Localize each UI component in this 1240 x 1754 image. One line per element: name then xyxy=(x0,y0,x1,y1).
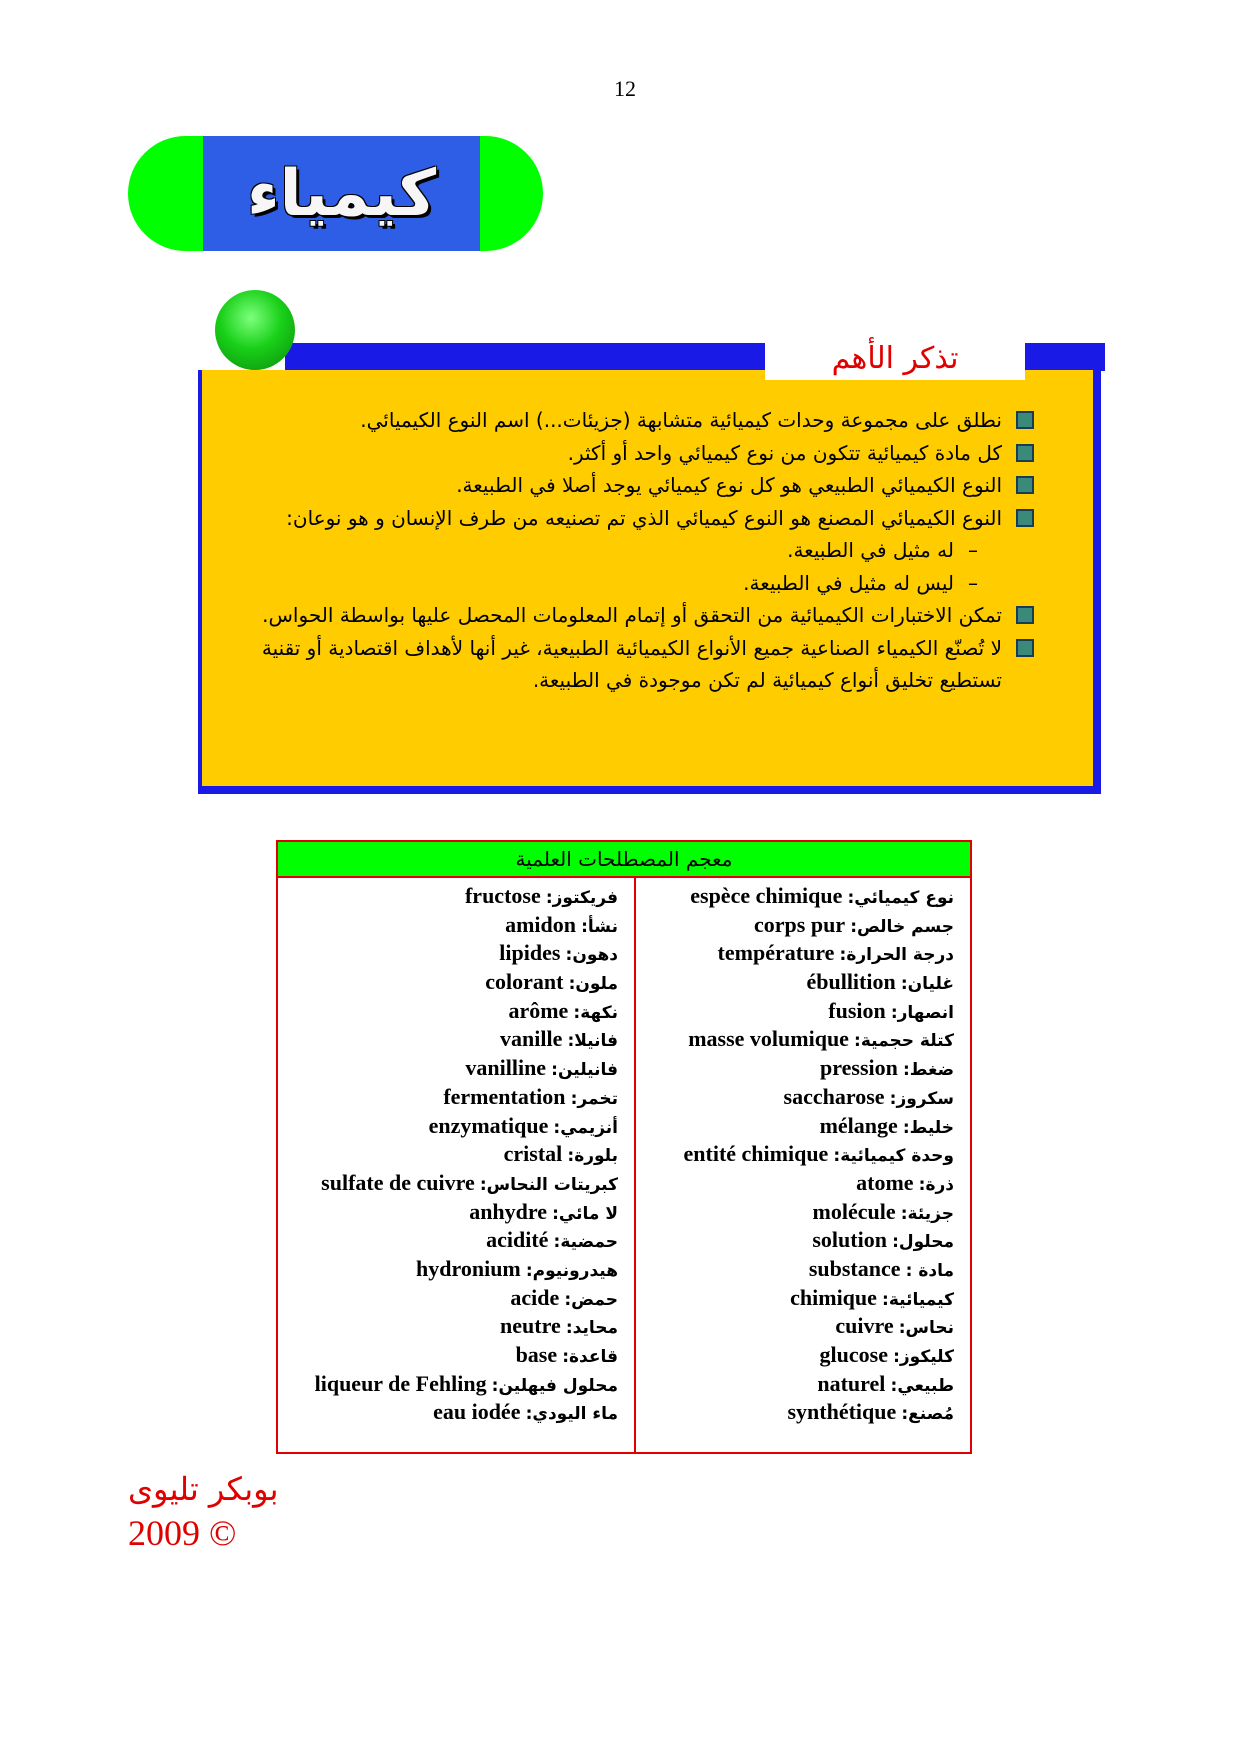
vocabulary-row xyxy=(286,1341,618,1370)
vocabulary-row xyxy=(654,911,954,940)
vocabulary-row xyxy=(286,1398,618,1427)
vocabulary-row xyxy=(286,1284,618,1313)
french-term: fermentation xyxy=(443,1083,566,1109)
bullet-square-icon xyxy=(1016,509,1034,527)
bullet-text: نطلق على مجموعة وحدات كيميائية متشابهة (جزيئات...) اسم النوع الكيميائي. xyxy=(360,408,1002,432)
list-item xyxy=(200,599,1040,632)
vocabulary-row xyxy=(286,939,618,968)
vocabulary-row xyxy=(654,1083,954,1112)
bullet-text: تمكن الاختبارات الكيميائية من التحقق أو إتمام المعلومات المحصل عليها بواسطة الحواس. xyxy=(262,603,1002,627)
vocabulary-row xyxy=(286,1083,618,1112)
vocabulary-row xyxy=(286,911,618,940)
vocabulary-row xyxy=(654,1370,954,1399)
vocabulary-row xyxy=(286,968,618,997)
remember-box-label: تذكر الأهم xyxy=(765,336,1025,380)
page-number: 12 xyxy=(614,76,636,101)
vocabulary-row xyxy=(654,968,954,997)
arabic-term: محايد: xyxy=(565,1318,618,1339)
arabic-term: فريكتوز: xyxy=(545,888,618,908)
arabic-term: طبيعي: xyxy=(890,1375,954,1396)
vocabulary-left-column xyxy=(286,882,618,1427)
dash-icon: – xyxy=(968,570,978,595)
french-term: masse volumique xyxy=(688,1026,849,1052)
list-item xyxy=(200,502,1040,535)
french-term: fructose xyxy=(464,883,541,908)
bullet-text: النوع الكيميائي الطبيعي هو كل نوع كيميائي يوجد أصلا في الطبيعة. xyxy=(456,473,1002,497)
vocabulary-row xyxy=(286,1312,618,1341)
vocabulary-row xyxy=(654,1140,954,1169)
french-term: corps pur xyxy=(754,911,846,937)
list-item xyxy=(200,632,1040,697)
french-term: cristal xyxy=(503,1141,563,1167)
arabic-term: سكروز: xyxy=(889,1088,954,1109)
vocabulary-row xyxy=(286,1255,618,1284)
bullet-square-icon xyxy=(1016,606,1034,624)
french-term: liqueur de Fehling xyxy=(314,1370,487,1396)
vocabulary-table xyxy=(276,840,972,1454)
vocabulary-row xyxy=(286,1370,618,1399)
vocabulary-row xyxy=(654,1112,954,1141)
arabic-term: ملون: xyxy=(568,974,618,995)
french-term: fusion xyxy=(828,997,886,1023)
french-term: anhydre xyxy=(469,1198,548,1224)
arabic-term: وحدة كيميائية: xyxy=(833,1146,954,1167)
french-term: glucose xyxy=(819,1342,888,1367)
french-term: substance xyxy=(808,1255,901,1281)
vocabulary-right-column xyxy=(654,882,954,1427)
french-term: mélange xyxy=(819,1112,898,1138)
arabic-term: لا مائي: xyxy=(552,1203,618,1224)
vocabulary-row xyxy=(286,997,618,1026)
arabic-term: نشأ: xyxy=(581,916,618,937)
french-term: molécule xyxy=(812,1198,896,1224)
arabic-term: نحاس: xyxy=(898,1318,954,1339)
bullet-text: لا تُصنّع الكيمياء الصناعية جميع الأنواع الكيميائية الطبيعية، غير أنها لأهداف اقتصادية أو تقنية تستطيع تخليق أنواع كيميائية لم تكن موجودة في الطبيعة. xyxy=(261,635,1002,692)
list-item xyxy=(200,469,1040,502)
french-term: atome xyxy=(856,1169,914,1195)
arabic-term: كبريتات النحاس: xyxy=(479,1174,618,1195)
vocabulary-row xyxy=(654,1255,954,1284)
page-title: كيمياء xyxy=(246,156,437,231)
vocabulary-row xyxy=(286,1112,618,1141)
arabic-term: درجة الحرارة: xyxy=(839,945,954,966)
vocabulary-row xyxy=(654,1169,954,1198)
remember-list xyxy=(200,404,1040,697)
vocabulary-row xyxy=(654,939,954,968)
french-term: cuivre xyxy=(835,1313,894,1339)
french-term: lipides xyxy=(499,940,561,966)
arabic-term: حمض: xyxy=(564,1289,618,1310)
french-term: saccharose xyxy=(783,1083,885,1109)
arabic-term: فانيلا: xyxy=(567,1031,618,1052)
arabic-term: كتلة حجمية: xyxy=(854,1031,954,1052)
french-term: enzymatique xyxy=(428,1112,549,1138)
sub-item-text: له مثيل في الطبيعة. xyxy=(787,538,954,562)
french-term: neutre xyxy=(500,1313,561,1339)
french-term: solution xyxy=(812,1227,887,1253)
arabic-term: مادة : xyxy=(905,1260,954,1281)
arabic-term: مُصنع: xyxy=(901,1404,954,1425)
french-term: ébullition xyxy=(806,969,896,995)
french-term: chimique xyxy=(790,1284,877,1310)
bullet-text: النوع الكيميائي المصنع هو النوع كيميائي الذي تم تصنيعه من طرف الإنسان و هو نوعان: xyxy=(286,505,1002,530)
vocabulary-row xyxy=(654,1025,954,1054)
vocabulary-row xyxy=(654,1312,954,1341)
vocabulary-row xyxy=(654,1341,954,1370)
arabic-term: جسم خالص: xyxy=(850,916,954,937)
vocabulary-row xyxy=(654,1226,954,1255)
french-term: vanille xyxy=(500,1026,563,1052)
french-term: acide xyxy=(510,1284,560,1310)
french-term: entité chimique xyxy=(683,1141,829,1167)
french-term: espèce chimique xyxy=(690,883,843,908)
arabic-term: غليان: xyxy=(900,974,954,995)
arabic-term: محلول فيهلين: xyxy=(491,1375,618,1396)
arabic-term: نوع كيميائي: xyxy=(847,888,954,908)
bullet-square-icon xyxy=(1016,411,1034,429)
dash-icon: – xyxy=(968,538,978,562)
french-term: hydronium xyxy=(416,1255,521,1281)
green-ball-icon xyxy=(215,290,295,370)
french-term: base xyxy=(515,1342,558,1367)
vocabulary-row xyxy=(654,882,954,911)
arabic-term: بلورة: xyxy=(567,1146,618,1167)
vocabulary-row xyxy=(286,1198,618,1227)
arabic-term: قاعدة: xyxy=(562,1347,618,1367)
french-term: amidon xyxy=(505,911,577,937)
arabic-term: أنزيمي: xyxy=(553,1117,618,1138)
list-item xyxy=(200,404,1040,437)
french-term: température xyxy=(717,940,835,966)
arabic-term: جزيئة: xyxy=(900,1203,954,1224)
arabic-term: خليط: xyxy=(902,1117,954,1138)
french-term: acidité xyxy=(486,1227,549,1253)
vocabulary-header: معجم المصطلحات العلمية xyxy=(278,842,970,878)
list-item xyxy=(200,437,1040,470)
vocabulary-row xyxy=(654,1054,954,1083)
french-term: pression xyxy=(820,1055,898,1081)
arabic-term: كليكوز: xyxy=(893,1347,954,1367)
french-term: arôme xyxy=(508,997,569,1023)
french-term: synthétique xyxy=(787,1399,897,1425)
vocabulary-row xyxy=(286,1054,618,1083)
column-divider xyxy=(634,878,636,1452)
french-term: sulfate de cuivre xyxy=(321,1169,475,1195)
arabic-term: انصهار: xyxy=(890,1002,954,1023)
author-name: بوبكر تليوى xyxy=(128,1470,279,1508)
sub-list-item xyxy=(200,534,1040,567)
vocabulary-row xyxy=(286,1140,618,1169)
bullet-square-icon xyxy=(1016,639,1034,657)
arabic-term: كيميائية: xyxy=(882,1289,954,1310)
arabic-term: نكهة: xyxy=(573,1002,618,1023)
arabic-term: ذرة: xyxy=(918,1174,954,1195)
french-term: vanilline xyxy=(465,1055,547,1081)
french-term: colorant xyxy=(485,969,564,995)
french-term: eau iodée xyxy=(433,1399,521,1425)
vocabulary-row xyxy=(654,1398,954,1427)
vocabulary-row xyxy=(286,1226,618,1255)
vocabulary-row xyxy=(286,882,618,911)
arabic-term: حمضية: xyxy=(553,1232,618,1253)
arabic-term: ضغط: xyxy=(902,1060,954,1081)
vocabulary-row xyxy=(654,1284,954,1313)
arabic-term: تخمر: xyxy=(570,1088,618,1109)
vocabulary-row xyxy=(654,1198,954,1227)
bullet-square-icon xyxy=(1016,444,1034,462)
sub-list-item xyxy=(200,567,1040,600)
vocabulary-row xyxy=(286,1169,618,1198)
vocabulary-row xyxy=(286,1025,618,1054)
french-term: naturel xyxy=(817,1370,886,1396)
arabic-term: دهون: xyxy=(565,945,618,966)
arabic-term: محلول: xyxy=(892,1232,954,1253)
bullet-text: كل مادة كيميائية تتكون من نوع كيميائي واحد أو أكثر. xyxy=(567,440,1002,465)
sub-item-text: ليس له مثيل في الطبيعة. xyxy=(743,570,954,595)
copyright-year: 2009 © xyxy=(128,1513,237,1553)
arabic-term: ماء اليودي: xyxy=(525,1404,618,1425)
bullet-square-icon xyxy=(1016,476,1034,494)
arabic-term: فانيلين: xyxy=(551,1060,618,1081)
arabic-term: هيدرونيوم: xyxy=(525,1260,618,1281)
vocabulary-row xyxy=(654,997,954,1026)
